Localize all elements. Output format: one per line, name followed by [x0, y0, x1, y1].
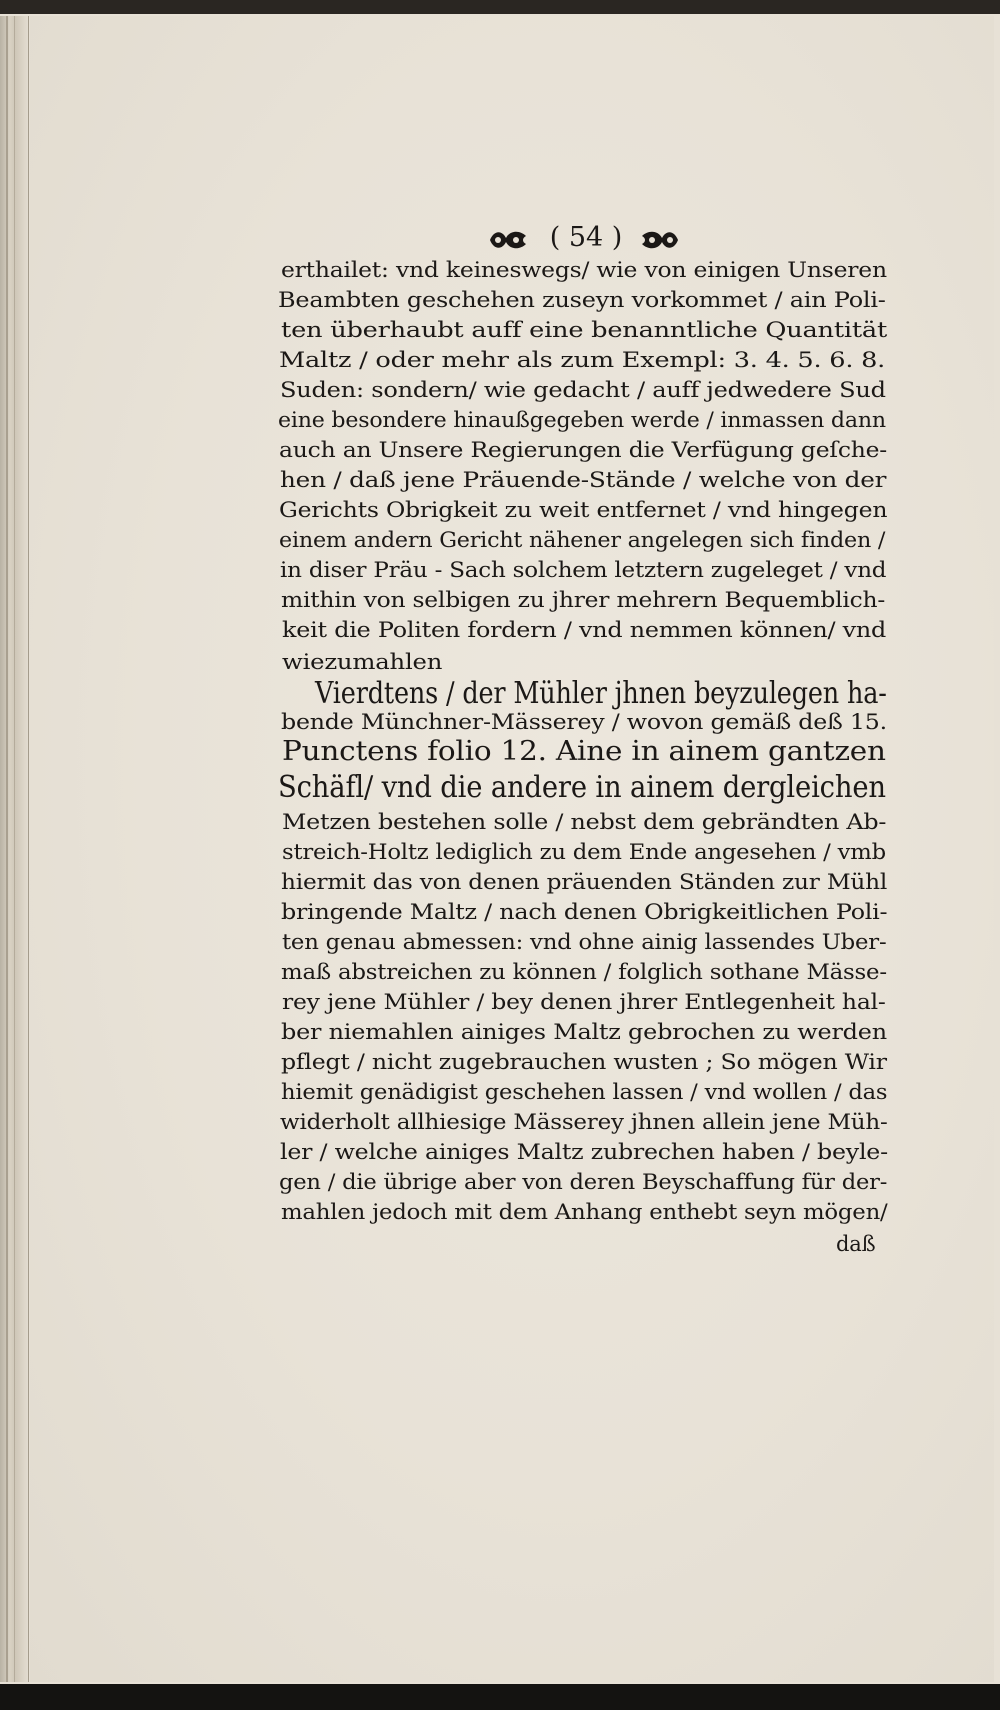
text-line: in diser Präu - Sach solchem letztern zugeleget / vnd [280, 558, 887, 582]
text-line: ten überhaubt auff eine benanntliche Quantität [281, 318, 888, 342]
text-line: Gerichts Obrigkeit zu weit entfernet / vnd hingegen [279, 498, 888, 522]
text-line: hiemit genädigist geschehen lassen / vnd wollen / das [281, 1080, 888, 1104]
text-line: wiezumahlen [282, 650, 443, 674]
text-line: maß abstreichen zu können / folglich sothane Mässe- [281, 960, 887, 984]
text-line: Vierdtens / der Mühler jhnen beyzulegen ha- [315, 676, 887, 711]
catchword: daß [836, 1232, 876, 1256]
page-header [486, 222, 686, 260]
text-line: ten genau abmessen: vnd ohne ainig lassendes Uber- [282, 930, 887, 954]
text-line: rey jene Mühler / bey denen jhrer Entlegenheit hal- [282, 990, 886, 1014]
text-line: auch an Unsere Regierungen die Verfügung geſche- [279, 438, 888, 462]
text-line: hen / daß jene Präuende-Stände / welche von der [280, 468, 887, 492]
text-line: streich-Holtz lediglich zu dem Ende angesehen / vmb [282, 840, 886, 864]
text-line: erthailet: vnd keineswegs/ wie von einigen Unseren [281, 258, 887, 282]
text-line: bringende Maltz / nach denen Obrigkeitlichen Poli- [281, 900, 888, 924]
text-line: widerholt allhiesige Mässerey jhnen allein jene Müh- [280, 1110, 888, 1134]
text-line: keit die Politen fordern / vnd nemmen können/ vnd [282, 618, 887, 642]
printer-ornament-icon [486, 226, 530, 254]
text-line: bende Münchner-Mässerey / wovon gemäß deß 15. [281, 710, 887, 734]
text-line: einem andern Gericht nähener angelegen sich finden / [279, 528, 886, 552]
text-line: Maltz / oder mehr als zum Exempl: 3. 4. 5. 6. 8. [279, 348, 886, 372]
text-line: gen / die übrige aber von deren Beyschaffung für der- [279, 1170, 888, 1194]
text-line: Beambten geschehen zuseyn vorkommet / ain Poli- [278, 288, 886, 312]
text-line: eine besondere hinaußgegeben werde / inmassen dann [278, 408, 886, 432]
text-line: Suden: sondern/ wie gedacht / auff jedwedere Sud [280, 378, 886, 402]
printer-ornament-icon [638, 226, 682, 254]
scanner-bottom-bar [0, 1684, 1000, 1710]
book-page-edges [0, 16, 29, 1682]
text-line: ler / welche ainiges Maltz zubrechen haben / beyle- [280, 1140, 888, 1164]
text-line: Metzen bestehen solle / nebst dem gebrändten Ab- [282, 810, 887, 834]
text-line: Schäfl/ vnd die andere in ainem dergleichen [278, 770, 886, 805]
text-line: mithin von selbigen zu jhrer mehrern Bequemblich- [281, 588, 886, 612]
page-number: ( 54 ) [549, 222, 623, 253]
text-line: pflegt / nicht zugebrauchen wusten ; So mögen Wir [281, 1050, 887, 1074]
text-line: ber niemahlen ainiges Maltz gebrochen zu werden [281, 1020, 887, 1044]
text-line: hiermit das von denen präuenden Ständen zur Mühl [281, 870, 888, 894]
text-line: Punctens folio 12. Aine in ainem gantzen [282, 736, 886, 767]
text-line: mahlen jedoch mit dem Anhang enthebt seyn mögen/ [281, 1200, 888, 1224]
